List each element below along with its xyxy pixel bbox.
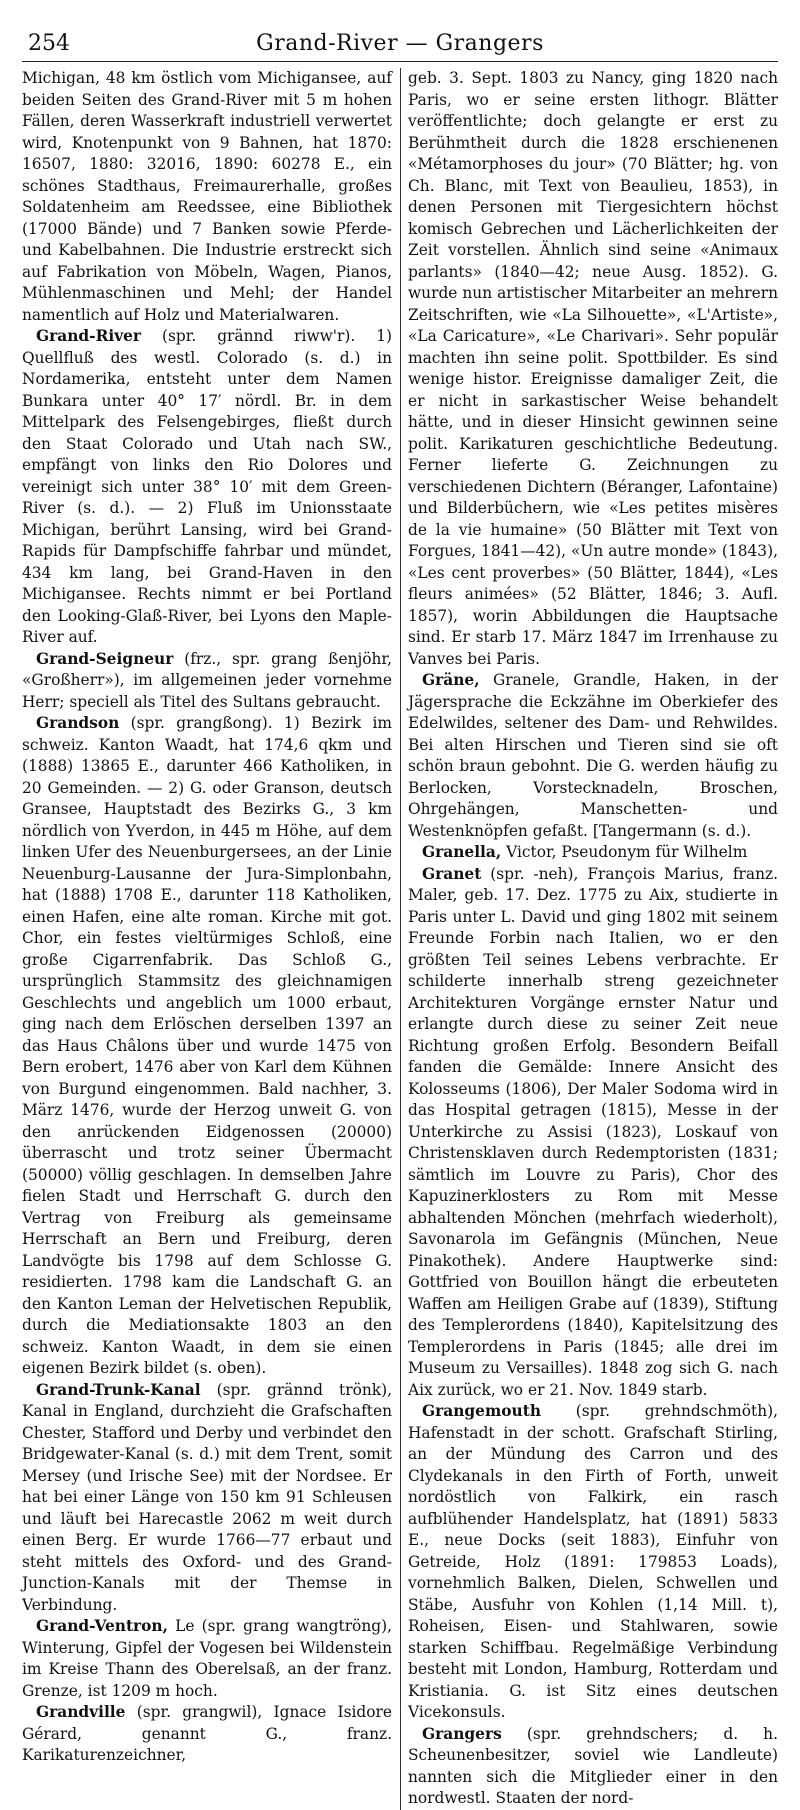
entry-paragraph <box>22 1702 392 1767</box>
entry-headword: Gräne, <box>422 671 480 689</box>
entry-headword: Granella, <box>422 843 502 861</box>
entry-text: (spr. grännd riww'r). 1) Quellfluß des westl. Colorado (s. d.) in Nordamerika, entsteht unter dem Namen Bunkara unter 40° 17′ nördl. Br. in dem Mittelpark des Felsengebirges, fließt durch den Staat Colorado und Utah nach SW., empfängt von links den Rio Dolores und vereinigt sich unter 38° 10′ mit dem Green-River (s. d.). — 2) Fluß im Unionsstaate Michigan, berührt Lansing, wird bei Grand-Rapids für Dampfschiffe fahrbar und mündet, 434 km lang, bei Grand-Haven in den Michigansee. Rechts nimmt er bei Portland den Looking-Glaß-River, bei Lyons den Maple-River auf. <box>22 327 392 646</box>
entry-paragraph <box>22 326 392 649</box>
entry-paragraph <box>22 68 392 326</box>
entry-text: (spr. grangwil), Ignace Isidore Gérard, genannt G., franz. Karikaturenzeichner, <box>22 1703 392 1764</box>
entry-paragraph <box>408 842 778 864</box>
entry-text: (spr. grännd trönk), Kanal in England, durchzieht die Grafschaften Chester, Stafford und Derby und verbindet den Bridgewater-Kanal (s. d.) mit dem Trent, somit Mersey (und Irische See) mit der Nordsee. Er hat bei einer Länge von 150 km 91 Schleusen und läuft bei Harecastle 2062 m weit durch einen Berg. Er wurde 1766—77 erbaut und steht mittels des Oxford- und des Grand-Junction-Kanals mit der Themse in Verbindung. <box>22 1380 392 1614</box>
page-header <box>22 0 778 62</box>
right-column <box>408 68 778 1810</box>
entry-headword: Grand-Ventron, <box>36 1617 168 1635</box>
entry-text: (spr. grehndschmöth), Hafenstadt in der schott. Grafschaft Stirling, an der Mündung des Carron und des Clydekanals in den Firth of Forth, unweit nordöstlich von Falkirk, ein rasch aufblühender Handelsplatz, hat (1891) 5833 E., neue Docks (seit 1883), Einfuhr von Getreide, Holz (1891: 179853 Loads), vornehmlich Balken, Dielen, Schwellen und Stäbe, Ausfuhr von Kohlen (1,14 Mill. t), Roheisen, Eisen- und Stahlwaren, sowie starken Schiffbau. Regelmäßige Verbindung besteht mit London, Hamburg, Rotterdam und Kristiania. G. ist Sitz eines deutschen Vicekonsuls. <box>408 1402 778 1721</box>
entry-text: Victor, Pseudonym für Wilhelm <box>506 843 748 861</box>
entry-headword: Grand-Trunk-Kanal <box>36 1380 201 1399</box>
entry-headword: Grand-River <box>36 327 142 345</box>
entry-text: (spr. grehndschers; d. h. Scheunenbesitzer, soviel wie Landleute) nannten sich die Mitglieder einer in den nordwestl. Staaten der nord- <box>408 1724 778 1807</box>
entry-text: (frz., spr. grang ßenjöhr, «Großherr»), im allgemeinen jeder vornehme Herr; speciell als Titel des Sultans gebraucht. <box>22 649 392 711</box>
entry-headword: Grangers <box>422 1724 502 1743</box>
entry-paragraph <box>408 1401 778 1724</box>
entry-headword: Granet <box>422 864 482 883</box>
entry-text: geb. 3. Sept. 1803 zu Nancy, ging 1820 nach Paris, wo er seine ersten lithogr. Blätter veröffentlichte; doch gelangte er erst zu Berühmtheit durch die 1828 erschienenen «Métamorphoses du jour» (70 Blätter; hg. von Ch. Blanc, mit Text von Beaulieu, 1853), in denen Personen mit Tiergesichtern höchst komisch Gebrechen und Lächerlichkeiten der Zeit vorstellen. Ähnlich sind seine «Animaux parlants» (1840—42; neue Ausg. 1852). G. wurde nun artistischer Mitarbeiter an mehrern Zeitschriften, wie «La Silhouette», «L'Artiste», «La Caricature», «Le Charivari». Sehr populär machten ihn seine polit. Spottbilder. Es sind wenige histor. Ereignisse damaliger Zeit, die er nicht in sarkastischer Weise behandelt hätte, und in dieser Hinsicht gewinnen seine polit. Karikaturen geschichtliche Bedeutung. Ferner lieferte G. Zeichnungen zu verschiedenen Dichtern (Béranger, Lafontaine) und Bilderbüchern, wie «Les petites misères de la vie humaine» (50 Blätter mit Text von Forgues, 1841—42), «Un autre monde» (1843), «Les cent proverbes» (50 Blätter, 1844), «Les fleurs animées» (52 Blätter, 1846; 3. Aufl. 1857), worin Abbildungen die Hauptsache sind. Er starb 17. März 1847 im Irrenhause zu Vanves bei Paris. <box>408 69 778 668</box>
entry-text: (spr. grangßong). 1) Bezirk im schweiz. Kanton Waadt, hat 174,6 qkm und (1888) 13865 E., darunter 466 Katholiken, in 20 Gemeinden. — 2) G. oder Granson, deutsch Gransee, Hauptstadt des Bezirks G., 3 km nördlich von Yverdon, in 445 m Höhe, auf dem linken Ufer des Neuenburgersees, an der Linie Neuenburg-Lausanne der Jura-Simplonbahn, hat (1888) 1708 E., darunter 118 Katholiken, einen Hafen, eine alte roman. Kirche mit got. Chor, ein festes vieltürmiges Schloß, eine große Cigarrenfabrik. Das Schloß G., ursprünglich Stammsitz des gleichnamigen Geschlechts und angeblich um 1000 erbaut, ging nach dem Erlöschen derselben 1397 an das Haus Châlons über und wurde 1475 von Bern erobert, 1476 aber von Karl dem Kühnen von Burgund eingenommen. Bald nachher, 3. März 1476, wurde der Herzog unweit G. von den anrückenden Eidgenossen (20000) überrascht und trotz seiner Übermacht (50000) völlig geschlagen. In demselben Jahre fielen Stadt und Herrschaft G. durch den Vertrag von Freiburg als gemeinsame Herrschaft an Bern und Freiburg, deren Landvögte bis 1798 auf dem Schlosse G. residierten. 1798 kam die Landschaft G. an den Kanton Leman der Helvetischen Republik, durch die Mediationsakte 1803 an den schweiz. Kanton Waadt, in dem sie einen eigenen Bezirk bildet (s. oben). <box>22 714 392 1377</box>
entry-text: Granele, Grandle, Haken, in der Jägersprache die Eckzähne im Oberkiefer des Edelwildes, seltener des Dam- und Rehwildes. Bei alten Hirschen und Tieren sind sie oft schön braun gebohnt. Die G. werden häufig zu Berlocken, Vorstecknadeln, Broschen, Ohrgehängen, Manschetten- und Westenknöpfen gefaßt. [Tangermann (s. d.). <box>408 671 778 840</box>
text-columns <box>22 68 778 1810</box>
entry-paragraph <box>22 1380 392 1617</box>
entry-text: Michigan, 48 km östlich vom Michigansee, auf beiden Seiten des Grand-River mit 5 m hohen Fällen, deren Wasserkraft industriell verwertet wird, Knotenpunkt von 9 Bahnen, hat 1870: 16507, 1880: 32016, 1890: 60278 E., ein schönes Stadthaus, Freimaurerhalle, großes Soldatenheim am Reedssee, eine Bibliothek (17000 Bände) und 7 Banken sowie Pferde- und Kabelbahnen. Die Industrie erstreckt sich auf Fabrikation von Möbeln, Wagen, Pianos, Mühlenmaschinen und Mehl; der Handel namentlich auf Holz und Materialwaren. <box>22 69 392 324</box>
left-column <box>22 68 392 1810</box>
page-number: 254 <box>28 31 70 56</box>
running-title: Grand-River — Grangers <box>256 31 544 56</box>
entry-text: Le (spr. grang wangtröng), Winterung, Gipfel der Vogesen bei Wildenstein im Kreise Thann des Oberelsaß, an der franz. Grenze, ist 1209 m hoch. <box>22 1617 392 1700</box>
entry-paragraph <box>408 68 778 670</box>
entry-paragraph <box>22 713 392 1380</box>
entry-paragraph <box>408 670 778 842</box>
entry-paragraph <box>22 1616 392 1702</box>
entry-headword: Grand-Seigneur <box>36 649 174 668</box>
entry-headword: Grandville <box>36 1703 126 1721</box>
entry-text: (spr. -neh), François Marius, franz. Maler, geb. 17. Dez. 1775 zu Aix, studierte in Paris unter L. David und ging 1802 mit seinem Freunde Forbin nach Italien, wo er den größten Teil seines Lebens verbrachte. Er schilderte innerhalb streng gezeichneter Architekturen Vorgänge ernster Natur und erlangte durch diese zu seiner Zeit neue Richtung großen Erfolg. Besondern Beifall fanden die Gemälde: Innere Ansicht des Kolosseums (1806), Der Maler Sodoma wird in das Hospital getragen (1815), Messe in der Unterkirche zu Assisi (1823), Loskauf von Christensklaven durch Redemptoristen (1831; sämtlich im Louvre zu Paris), Chor des Kapuzinerklosters zu Rom mit Messe abhaltenden Mönchen (mehrfach wiederholt), Savonarola im Gefängnis (München, Neue Pinakothek). Andere Hauptwerke sind: Gottfried von Bouillon hängt die erbeuteten Waffen am Heiligen Grabe auf (1839), Stiftung des Templerordens (1840), Kapitelsitzung des Templerordens in Paris (1845; alle drei im Museum zu Versailles). 1848 zog sich G. nach Aix zurück, wo er 21. Nov. 1849 starb. <box>408 864 778 1399</box>
entry-headword: Grandson <box>36 714 120 732</box>
entry-paragraph <box>408 864 778 1402</box>
column-divider <box>400 68 401 1810</box>
entry-paragraph <box>22 649 392 714</box>
entry-paragraph <box>408 1724 778 1810</box>
entry-headword: Grangemouth <box>422 1402 542 1420</box>
